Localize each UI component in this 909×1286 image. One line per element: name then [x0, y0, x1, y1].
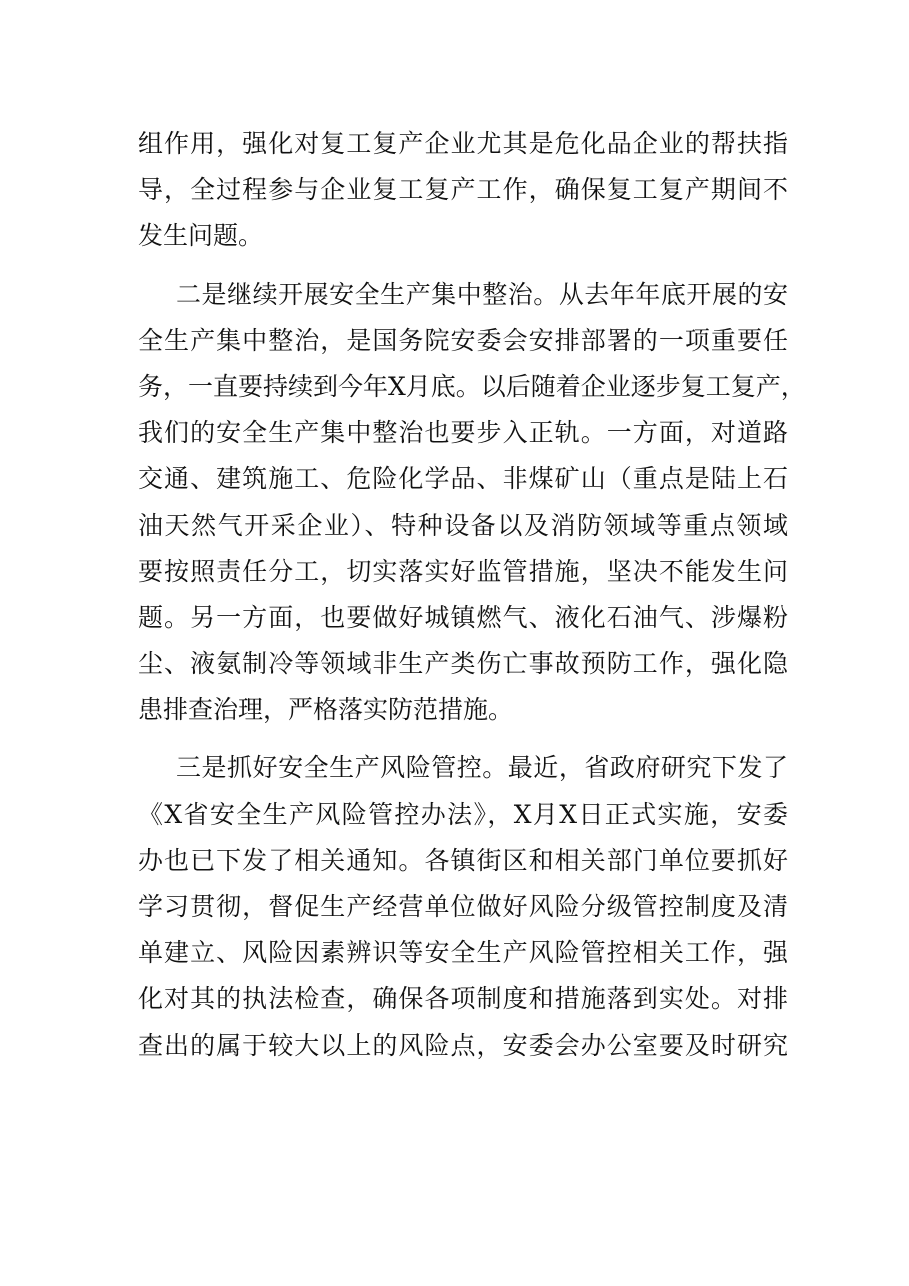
- text-line: 办也已下发了相关通知。各镇街区和相关部门单位要抓好: [138, 845, 788, 875]
- text-line: 单建立、风险因素辨识等安全生产风险管控相关工作，强: [138, 938, 788, 968]
- text-line: 三是抓好安全生产风险管控。最近，省政府研究下发了: [176, 753, 788, 783]
- text-line: 患排查治理，严格落实防范措施。: [138, 695, 514, 725]
- text-line: 全生产集中整治，是国务院安委会安排部署的一项重要任: [138, 325, 788, 355]
- text-line: 学习贯彻，督促生产经营单位做好风险分级管控制度及清: [138, 892, 788, 921]
- text-line: 发生问题。: [138, 221, 264, 251]
- text-line: 要按照责任分工，切实落实好监管措施，坚决不能发生问: [138, 556, 788, 586]
- paragraph-2: [138, 272, 806, 734]
- text-line: 《X省安全生产风险管控办法》，X月X日正式实施，安委: [138, 799, 788, 829]
- text-line: 题。另一方面，也要做好城镇燃气、液化石油气、涉爆粉: [138, 602, 788, 632]
- text-line: 导，全过程参与企业复工复产工作，确保复工复产期间不: [138, 175, 788, 205]
- paragraph-3: [138, 745, 788, 1068]
- text-line: 交通、建筑施工、危险化学品、非煤矿山（重点是陆上石: [138, 464, 788, 494]
- text-line: 组作用，强化对复工复产企业尤其是危化品企业的帮扶指: [138, 129, 788, 158]
- text-line: 务，一直要持续到今年X月底。以后随着企业逐步复工复产，: [138, 371, 806, 401]
- text-line: 二是继续开展安全生产集中整治。从去年年底开展的安: [176, 279, 788, 309]
- text-line: 查出的属于较大以上的风险点，安委会办公室要及时研究: [138, 1030, 788, 1060]
- document-body: [138, 121, 806, 1069]
- text-line: 化对其的执法检查，确保各项制度和措施落到实处。对排: [138, 984, 788, 1014]
- text-line: 我们的安全生产集中整治也要步入正轨。一方面，对道路: [138, 418, 788, 448]
- paragraph-1: [138, 121, 788, 260]
- text-line: 尘、液氨制冷等领域非生产类伤亡事故预防工作，强化隐: [138, 649, 788, 679]
- text-line: 油天然气开采企业）、特种设备以及消防领域等重点领域: [138, 510, 788, 540]
